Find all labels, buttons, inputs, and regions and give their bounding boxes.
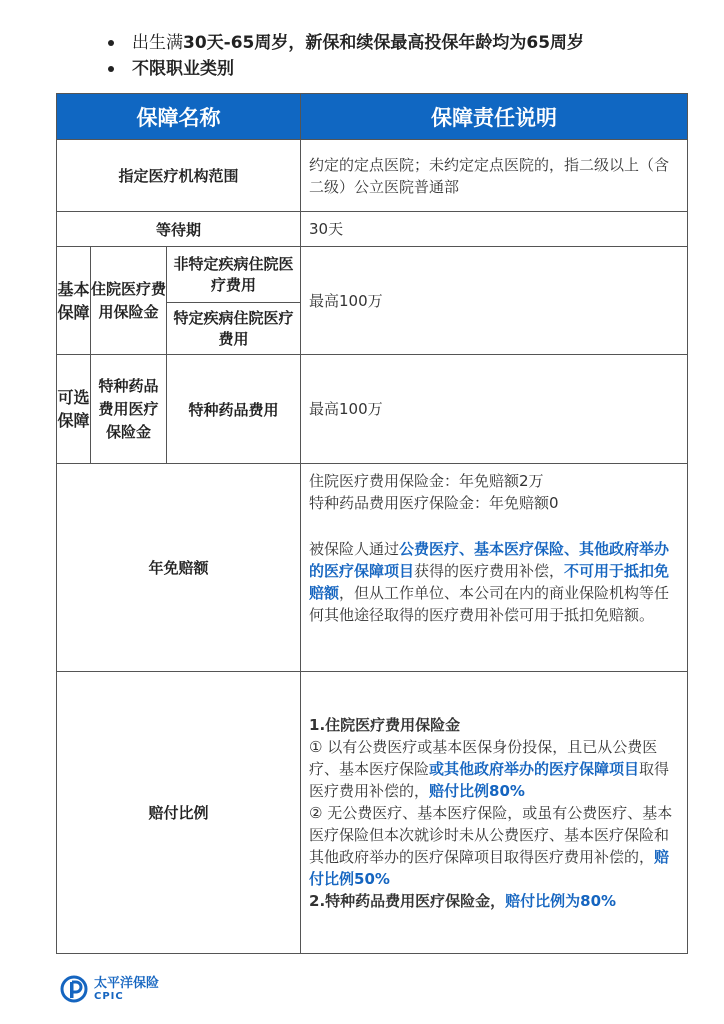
bullet-age (108, 30, 584, 56)
payout-desc (301, 672, 688, 954)
payout-title1: 1.住院医疗费用保险金 (309, 715, 461, 734)
basic-group-label: 基本保障 (57, 247, 91, 355)
bullet-age-prefix: 出生满 (132, 33, 183, 53)
optional-group-label: 可选保障 (57, 355, 91, 464)
optional-item-label: 特种药品费用 (167, 355, 301, 464)
payout-title2 (309, 890, 677, 912)
deductible-highlight-not-deductible: 不可用于抵扣免赔额 (309, 562, 670, 602)
payout-ratio-80: 赔付比例80% (429, 781, 525, 800)
cpic-logo-icon (60, 975, 88, 1003)
payout-ratio-50: 赔付比例50% (309, 847, 670, 888)
deductible-text: 被保险人通过 (309, 540, 400, 558)
payout-clause2 (309, 802, 677, 890)
table-row (57, 247, 688, 303)
table-row (57, 672, 688, 954)
coverage-table (56, 93, 688, 954)
table-row (57, 464, 688, 672)
table-row (57, 212, 688, 247)
deductible-label: 年免赔额 (57, 464, 301, 672)
table-row (57, 355, 688, 464)
deductible-line1: 住院医疗费用保险金：年免赔额2万 (309, 472, 544, 490)
company-logo (60, 975, 159, 1003)
payout-text: ① 以有公费医疗或基本医保身份投保，且已从公费医疗、基本医疗保险 (309, 737, 658, 778)
brand-name-cn: 太平洋保险 (94, 975, 160, 991)
table-header-row (57, 94, 688, 140)
payout-text: ② 无公费医疗、基本医疗保险，或虽有公费医疗、基本医疗保险但本次就诊时未从公费医疗、基本医疗保险和其他政府举办的医疗保障项目取得医疗费用补偿的， (309, 803, 673, 866)
deductible-paragraph (309, 538, 677, 626)
waiting-period-label: 等待期 (57, 212, 301, 247)
bullet-dot (108, 40, 114, 46)
basic-sub-label: 住院医疗费用保险金 (91, 247, 167, 355)
bullet-list (108, 30, 584, 82)
bullet-age-text: 30天-65周岁，新保和续保最高投保年龄均为65周岁 (183, 33, 585, 53)
optional-desc: 最高100万 (301, 355, 688, 464)
payout-text: 取得医疗费用补偿的， (309, 759, 670, 800)
payout-highlight: 或其他政府举办的医疗保障项目 (429, 759, 640, 778)
bullet-dot (108, 66, 114, 72)
deductible-text: 获得的医疗费用补偿， (414, 562, 565, 580)
payout-clause1 (309, 736, 677, 802)
bullet-occupation (108, 56, 584, 82)
deductible-line2: 特种药品费用医疗保险金：年免赔额0 (309, 494, 559, 512)
basic-item1-label: 非特定疾病住院医疗费用 (167, 247, 301, 303)
deductible-highlight-programs: 公费医疗、基本医疗保险、其他政府举办的医疗保障项目 (309, 540, 670, 580)
hospital-scope-desc: 约定的定点医院；未约定定点医院的，指二级以上（含二级）公立医院普通部 (301, 140, 688, 212)
basic-item2-label: 特定疾病住院医疗费用 (167, 303, 301, 355)
brand-name-en: CPIC (94, 990, 124, 1002)
deductible-desc (301, 464, 688, 672)
header-coverage-name: 保障名称 (57, 94, 301, 140)
basic-desc: 最高100万 (301, 247, 688, 355)
waiting-period-desc: 30天 (301, 212, 688, 247)
hospital-scope-label: 指定医疗机构范围 (57, 140, 301, 212)
payout-ratio-drug: 赔付比例为80% (505, 891, 617, 910)
header-coverage-desc: 保障责任说明 (301, 94, 688, 140)
payout-label: 赔付比例 (57, 672, 301, 954)
table-row (57, 140, 688, 212)
payout-text: 2.特种药品费用医疗保险金， (309, 891, 506, 910)
deductible-text: ，但从工作单位、本公司在内的商业保险机构等任何其他途径取得的医疗费用补偿可用于抵扣免赔额。 (309, 584, 670, 624)
bullet-occupation-text: 不限职业类别 (132, 59, 234, 79)
optional-sub-label: 特种药品费用医疗保险金 (91, 355, 167, 464)
